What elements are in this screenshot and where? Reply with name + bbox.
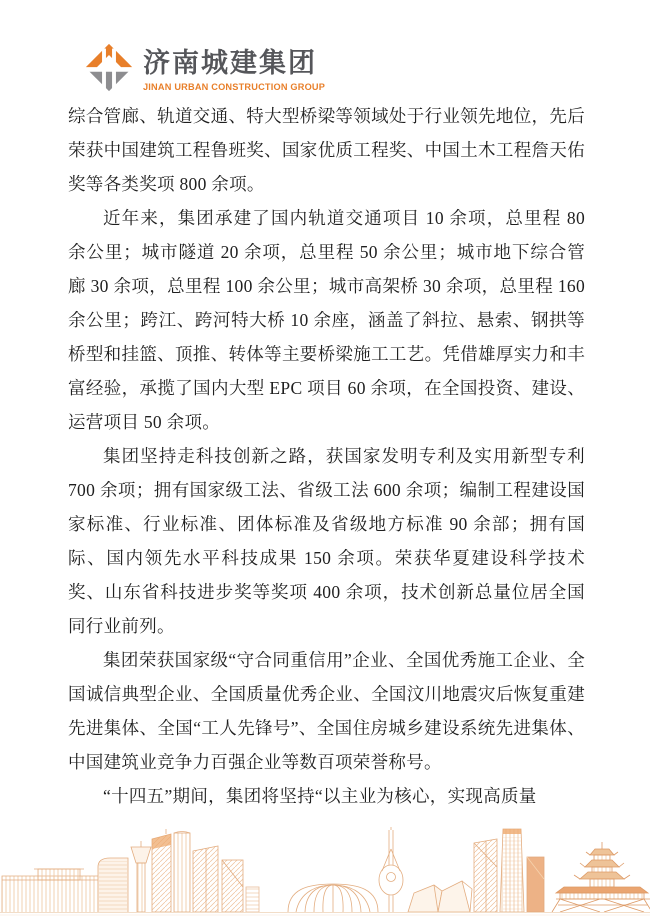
logo-text xyxy=(143,42,325,92)
logo-name-en: JINAN URBAN CONSTRUCTION GROUP xyxy=(143,82,326,92)
document-body xyxy=(68,99,585,813)
paragraph-1: 综合管廊、轨道交通、特大型桥梁等领域处于行业领先地位，先后荣获中国建筑工程鲁班奖、国家优质工程奖、中国土木工程詹天佑奖等各类奖项 800 余项。 xyxy=(68,106,585,194)
paragraph-2: 近年来，集团承建了国内轨道交通项目 10 余项，总里程 80 余公里；城市隧道 20 余项，总里程 50 余公里；城市地下综合管廊 30 余项，总里程 100 余公里；城市高架桥 30 余项，总里程 160 余公里；跨江、跨河特大桥 10 余座，涵盖了斜拉、悬索、钢拱等桥型和挂篮、顶推、转体等主要桥梁施工工艺。凭借雄厚实力和丰富经验，承揽了国内大型 EPC 项目 60 余项，在全国投资、建设、运营项目 50 余项。 xyxy=(68,208,585,432)
logo-mark-icon xyxy=(84,42,134,94)
paragraph-3: 集团坚持走科技创新之路，获国家发明专利及实用新型专利 700 余项；拥有国家级工法、省级工法 600 余项；编制工程建设国家标准、行业标准、团体标准及省级地方标准 90 余部；拥有国际、国内领先水平科技成果 150 余项。荣获华夏建设科学技术奖、山东省科技进步奖等奖项 400 余项，技术创新总量位居全国同行业前列。 xyxy=(68,446,585,636)
city-skyline-illustration xyxy=(0,827,650,919)
paragraph-4: 集团荣获国家级“守合同重信用”企业、全国优秀施工企业、全国诚信典型企业、全国质量优秀企业、全国汶川地震灾后恢复重建先进集体、全国“工人先锋号”、全国住房城乡建设系统先进集体、中国建筑业竞争力百强企业等数百项荣誉称号。 xyxy=(68,650,585,772)
company-logo xyxy=(84,42,325,94)
logo-name-zh: 济南城建集团 xyxy=(143,48,317,78)
paragraph-5: “十四五”期间，集团将坚持“以主业为核心，实现高质量 xyxy=(103,786,537,806)
